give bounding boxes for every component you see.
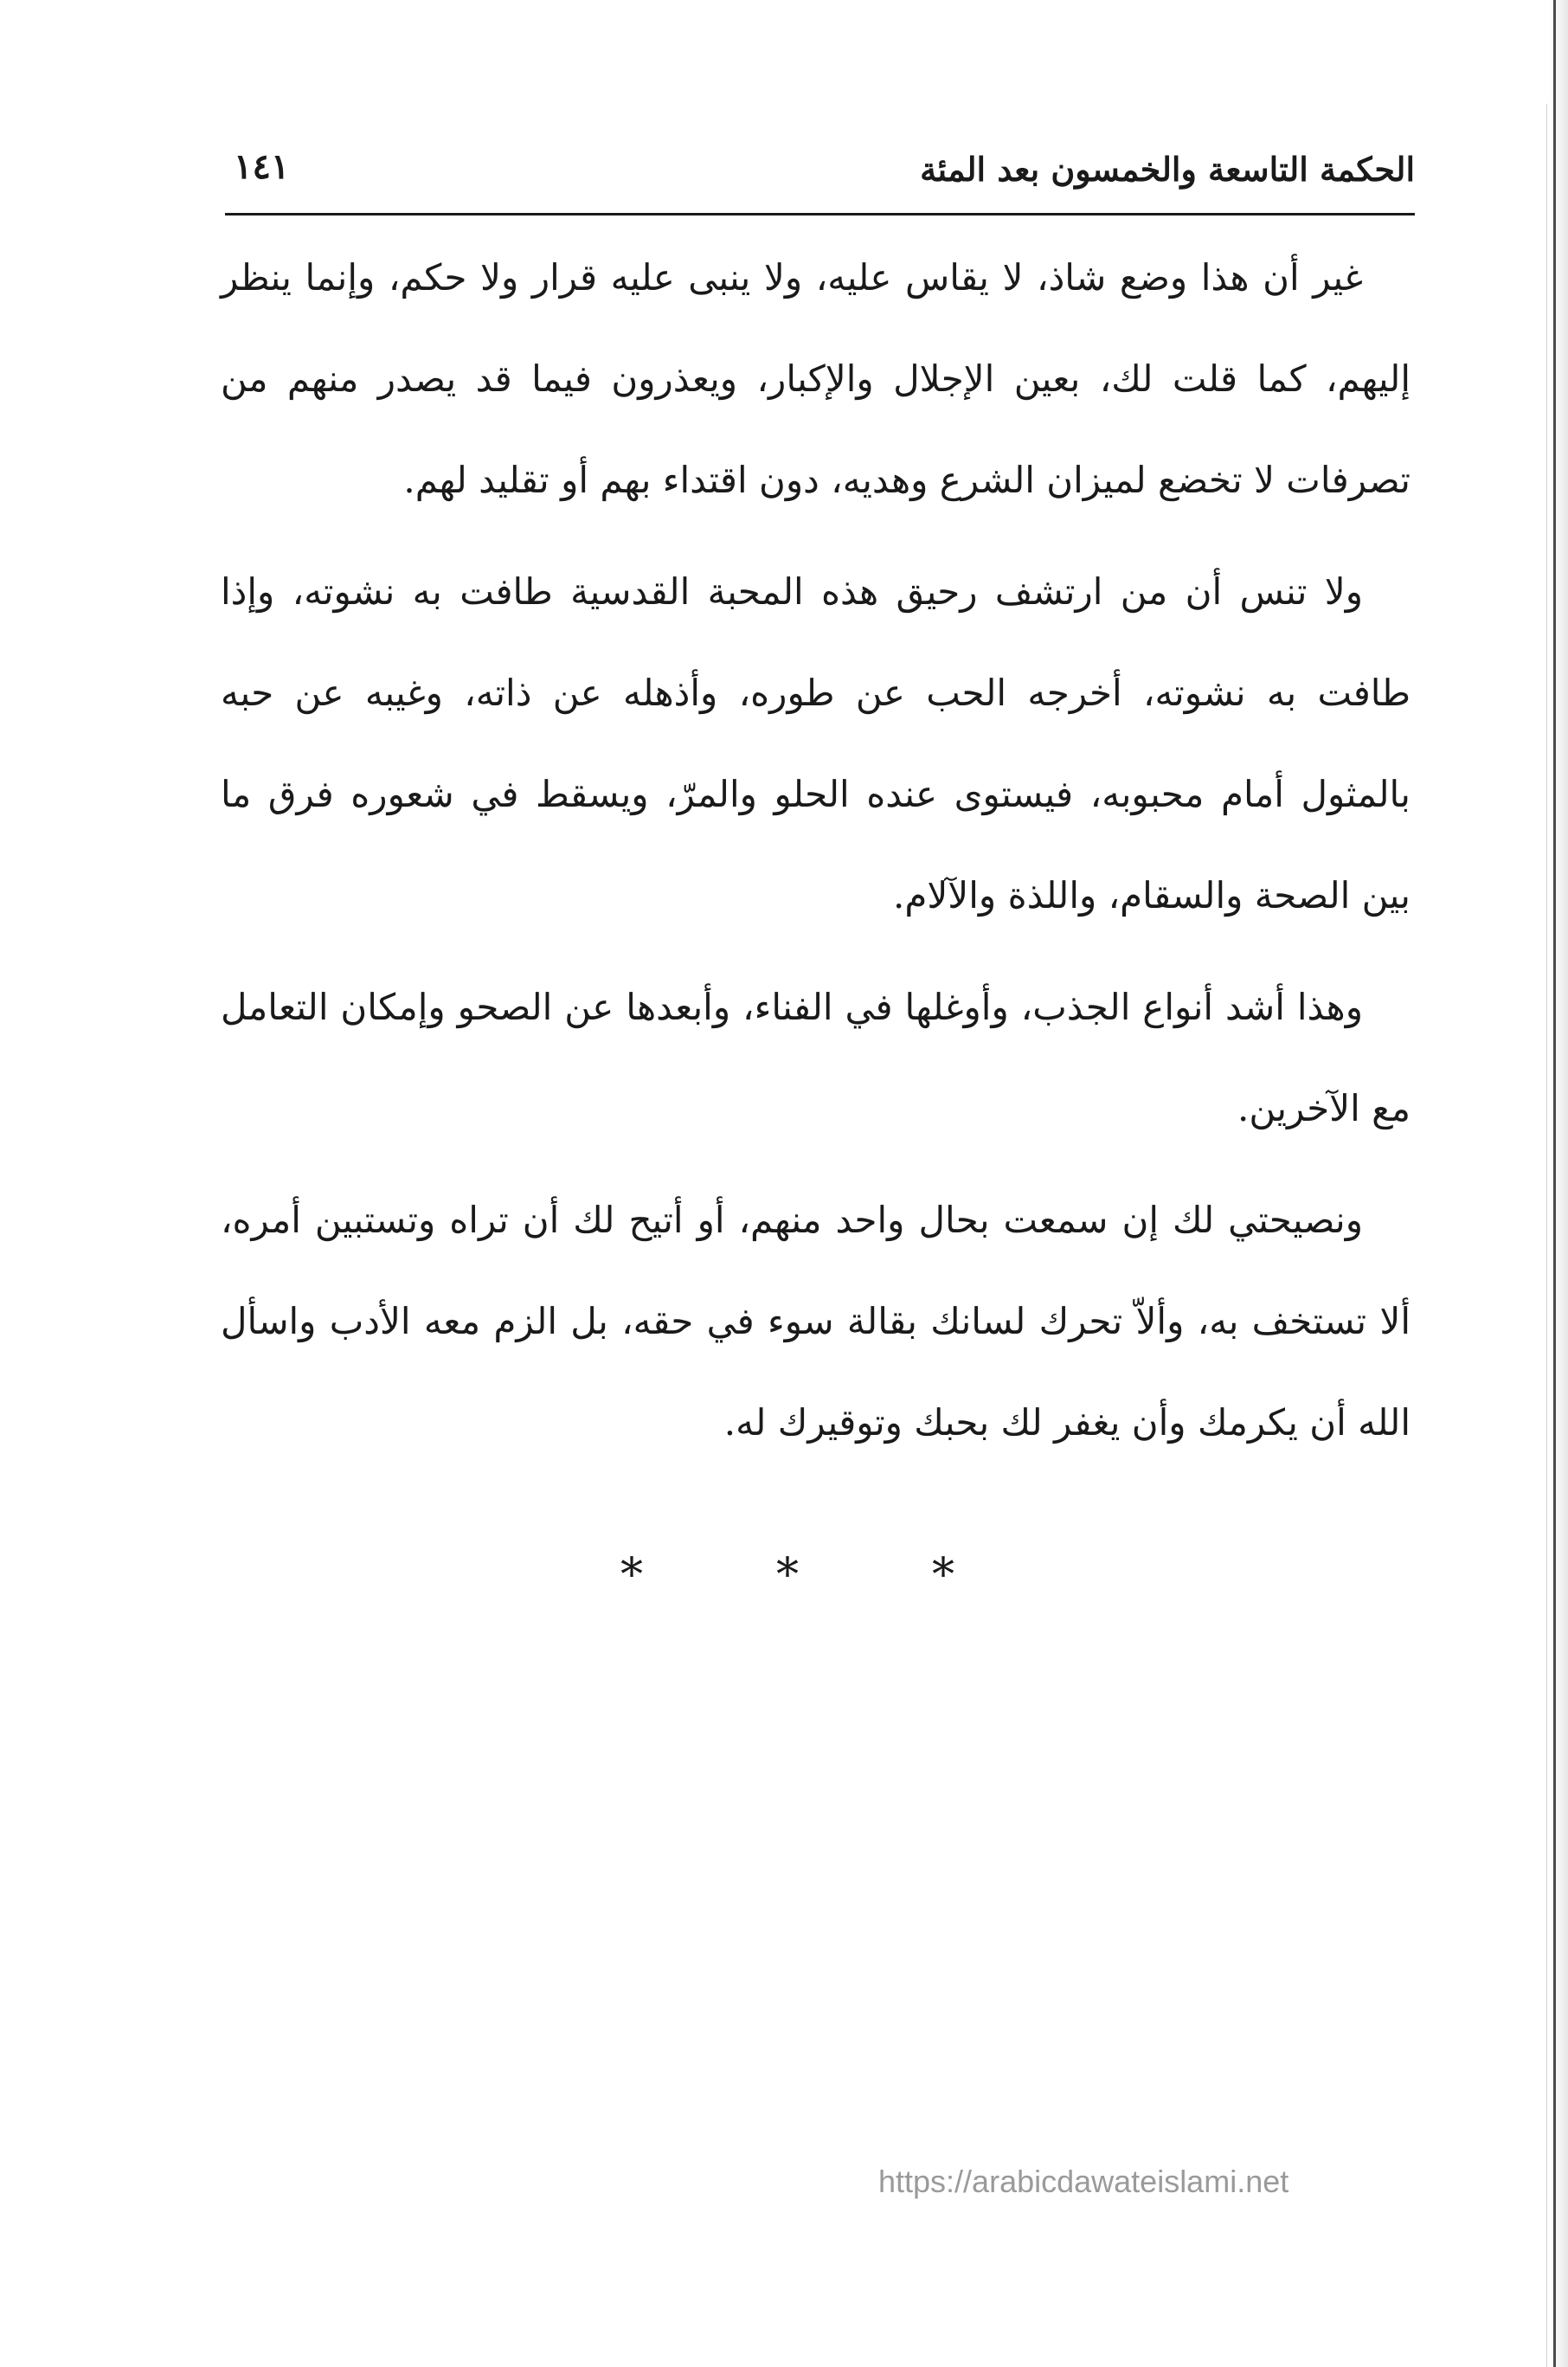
source-watermark: https://arabicdawateislami.net — [878, 2164, 1289, 2199]
page-edge-faint-line — [1546, 104, 1547, 2367]
page-edge-shadow — [1549, 0, 1568, 2367]
page-body — [221, 227, 1411, 1483]
paragraph-4: ونصيحتي لك إن سمعت بحال واحد منهم، أو أتيح لك أن تراه وتستبين أمره، ألا تستخف به، وألاّ تحرك لسانك بقالة سوء في حقه، بل الزم معه الأدب واسأل الله أن يكرمك وأن يغفر لك بحبك وتوقيرك له. — [221, 1199, 1411, 1444]
paragraph-2: ولا تنس أن من ارتشف رحيق هذه المحبة القدسية طافت به نشوته، وإذا طافت به نشوته، أخرجه الحب عن طوره، وأذهله عن ذاته، وغيبه عن حبه بالمثول أمام محبوبه، فيستوى عنده الحلو والمرّ، ويسقط في شعوره فرق ما بين الصحة والسقام، واللذة والآلام. — [221, 570, 1411, 917]
section-separator — [606, 1549, 969, 1601]
paragraph-3: وهذا أشد أنواع الجذب، وأوغلها في الفناء، وأبعدها عن الصحو وإمكان التعامل مع الآخرين. — [221, 986, 1411, 1129]
asterisk-ornament: * — [932, 1549, 954, 1601]
page-header — [225, 143, 1415, 212]
asterisk-ornament: * — [620, 1549, 643, 1601]
asterisk-ornament: * — [776, 1549, 799, 1601]
header-divider — [225, 213, 1415, 215]
chapter-title: الحكمة التاسعة والخمسون بعد المئة — [920, 150, 1415, 189]
paragraph-1: غير أن هذا وضع شاذ، لا يقاس عليه، ولا ينبى عليه قرار ولا حكم، وإنما ينظر إليهم، كما قلت لك، بعين الإجلال والإكبار، ويعذرون فيما قد يصدر منهم من تصرفات لا تخضع لميزان الشرع وهديه، دون اقتداء بهم أو تقليد لهم. — [221, 256, 1411, 501]
page-number: ١٤١ — [234, 146, 290, 187]
page-edge-line — [1553, 0, 1556, 2367]
